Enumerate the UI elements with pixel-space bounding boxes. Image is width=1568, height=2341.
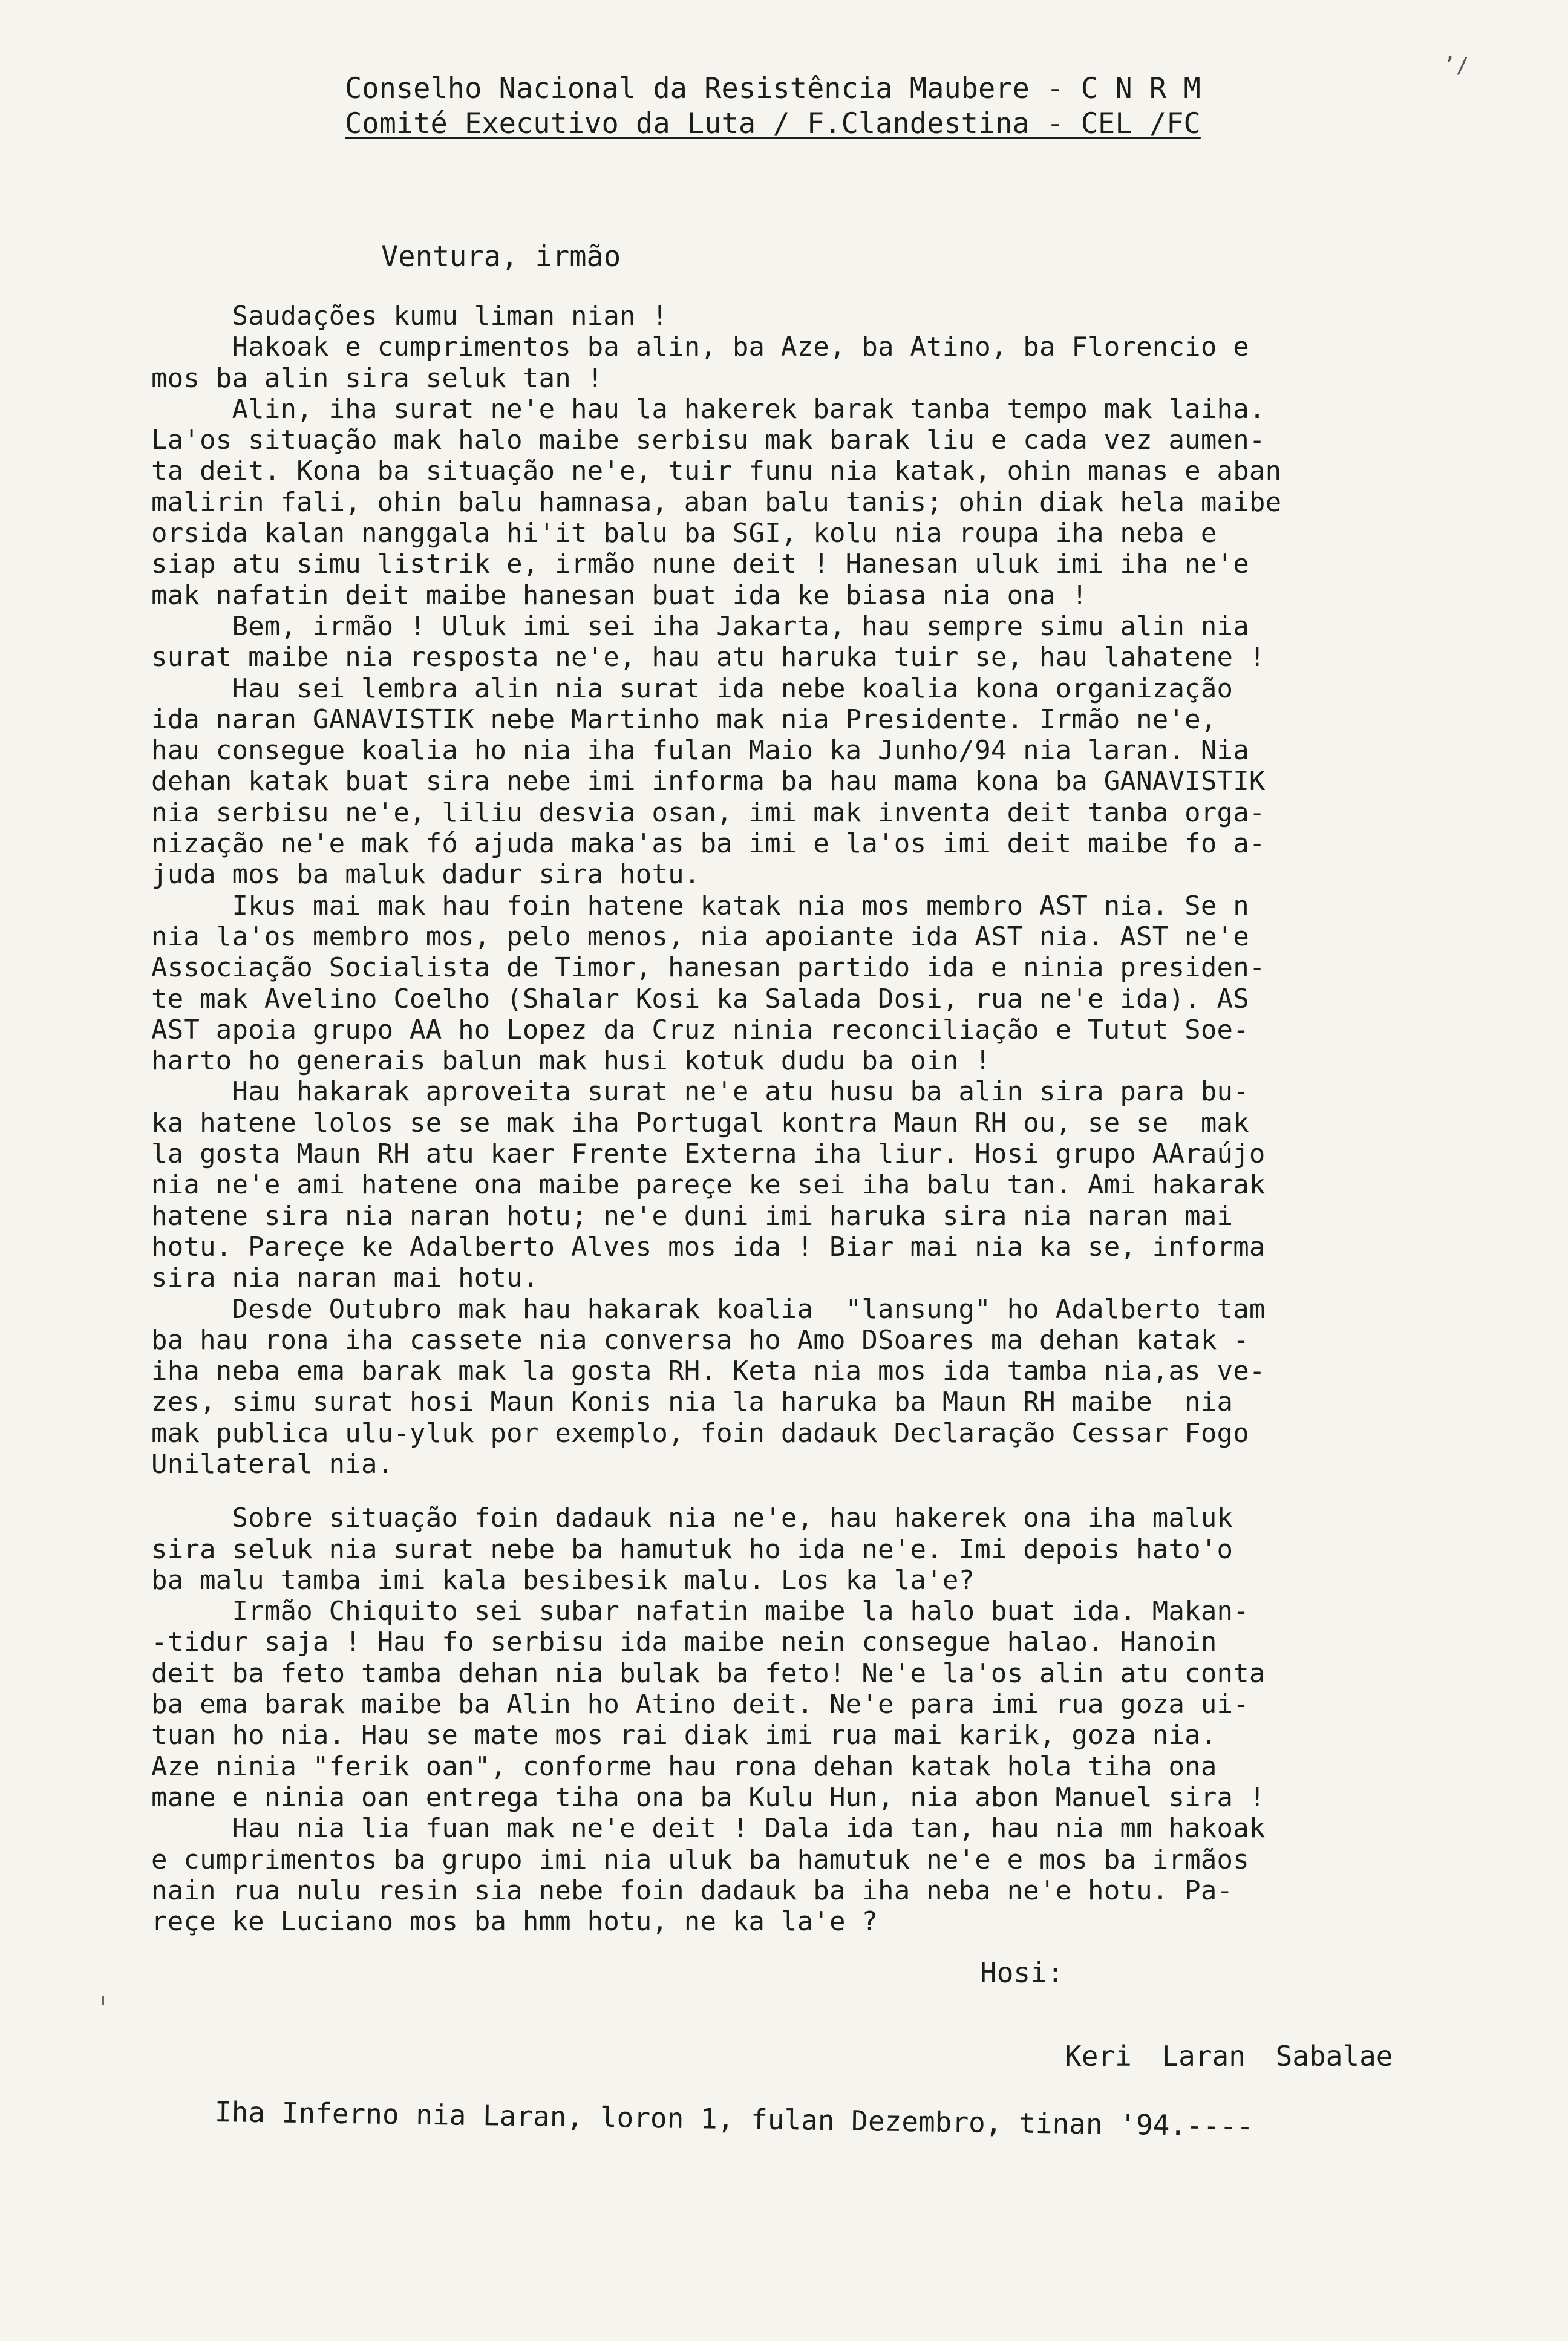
body-line: Bem, irmão ! Uluk imi sei iha Jakarta, hau sempre simu alin nia [151,610,1249,642]
salutation: Ventura, irmão [381,240,621,273]
body-line: Unilateral nia. [151,1448,394,1480]
body-line: dehan katak buat sira nebe imi informa ba hau mama kona ba GANAVISTIK [151,766,1266,797]
from-label: Hosi: [980,1956,1064,1989]
body-line: La'os situação mak halo maibe serbisu mak barak liu e cada vez aumen- [151,425,1266,456]
body-line: Sobre situação foin dadauk nia ne'e, hau hakerek ona iha maluk [151,1503,1233,1534]
body-line: nain rua nulu resin sia nebe foin dadauk ba iha neba ne'e hotu. Pa- [151,1875,1233,1906]
body-line: reçe ke Luciano mos ba hmm hotu, ne ka la'e ? [151,1906,878,1938]
letter-body [151,301,1410,1937]
body-line: e cumprimentos ba grupo imi nia uluk ba hamutuk ne'e e mos ba irmãos [151,1844,1249,1875]
body-line: surat maibe nia resposta ne'e, hau atu haruka tuir se, hau lahatene ! [151,642,1266,673]
body-line: nia la'os membro mos, pelo menos, nia apoiante ida AST nia. AST ne'e [151,921,1249,952]
body-line: juda mos ba maluk dadur sira hotu. [151,859,701,890]
body-line: Desde Outubro mak hau hakarak koalia "lansung" ho Adalberto tam [151,1293,1266,1325]
body-line: Hau sei lembra alin nia surat ida nebe koalia kona organização [151,673,1233,704]
paragraph-gap [151,1480,1410,1503]
body-line: nia serbisu ne'e, liliu desvia osan, imi mak inventa deit tanba orga- [151,797,1266,828]
body-line: deit ba feto tamba dehan nia bulak ba feto! Ne'e la'os alin atu conta [151,1657,1266,1689]
body-line: ida naran GANAVISTIK nebe Martinho mak nia Presidente. Irmão ne'e, [151,704,1233,735]
body-line: ta deit. Kona ba situação ne'e, tuir funu nia katak, ohin manas e aban [151,455,1282,487]
body-line: nização ne'e mak fó ajuda maka'as ba imi e la'os imi deit maibe fo a- [151,828,1266,860]
body-line: Hau hakarak aproveita surat ne'e atu husu ba alin sira para bu- [151,1076,1249,1108]
body-line: mak nafatin deit maibe hanesan buat ida ke biasa nia ona ! [151,580,1088,611]
body-line: harto ho generais balun mak husi kotuk dudu ba oin ! [151,1045,991,1077]
signature: Keri Laran Sabalae [1065,2040,1393,2072]
letterhead [345,71,1289,142]
body-line: la gosta Maun RH atu kaer Frente Externa iha liur. Hosi grupo AAraújo [151,1138,1266,1170]
body-line: siap atu simu listrik e, irmão nune deit ! Hanesan uluk imi iha ne'e [151,549,1249,580]
body-line: nia ne'e ami hatene ona maibe pareçe ke sei iha balu tan. Ami hakarak [151,1169,1266,1201]
body-line: Hakoak e cumprimentos ba alin, ba Aze, ba Atino, ba Florencio e [151,331,1249,363]
body-line: zes, simu surat hosi Maun Konis nia la haruka ba Maun RH maibe nia [151,1386,1233,1418]
body-line: Alin, iha surat ne'e hau la hakerek barak tanba tempo mak laiha. [151,393,1266,425]
body-line: -tidur saja ! Hau fo serbisu ida maibe nein consegue halao. Hanoin [151,1627,1217,1658]
body-line: tuan ho nia. Hau se mate mos rai diak imi rua mai karik, goza nia. [151,1720,1217,1751]
body-line: Irmão Chiquito sei subar nafatin maibe la halo buat ida. Makan- [151,1596,1249,1627]
body-line: Saudações kumu liman nian ! [151,301,668,331]
body-line: ka hatene lolos se se mak iha Portugal kontra Maun RH ou, se se mak [151,1107,1249,1138]
body-line: Ikus mai mak hau foin hatene katak nia mos membro AST nia. Se n [151,890,1249,921]
body-line: sira nia naran mai hotu. [151,1262,539,1294]
letterhead-line-1: Conselho Nacional da Resistência Maubere - C N R M [345,72,1201,105]
body-line: hotu. Pareçe ke Adalberto Alves mos ida ! Biar mai nia ka se, informa [151,1231,1266,1262]
body-line: iha neba ema barak mak la gosta RH. Keta nia mos ida tamba nia,as ve- [151,1356,1266,1387]
body-line: mane e ninia oan entrega tiha ona ba Kulu Hun, nia abon Manuel sira ! [151,1781,1266,1813]
corner-mark: ʼ/ [1443,53,1469,78]
body-line: te mak Avelino Coelho (Shalar Kosi ka Salada Dosi, rua ne'e ida). AS [151,983,1249,1014]
body-line: ba malu tamba imi kala besibesik malu. Los ka la'e? [151,1564,975,1596]
dateline: Iha Inferno nia Laran, loron 1, fulan Dezembro, tinan '94.---- [214,2095,1254,2143]
letterhead-line-2: Comité Executivo da Luta / F.Clandestina - CEL /FC [345,107,1201,140]
body-line: malirin fali, ohin balu hamnasa, aban balu tanis; ohin diak hela maibe [151,486,1282,518]
body-line: orsida kalan nanggala hi'it balu ba SGI, kolu nia roupa iha neba e [151,518,1217,549]
body-line: hatene sira nia naran hotu; ne'e duni imi haruka sira nia naran mai [151,1200,1233,1232]
body-line: mak publica ulu-yluk por exemplo, foin dadauk Declaração Cessar Fogo [151,1417,1249,1449]
body-line: Hau nia lia fuan mak ne'e deit ! Dala ida tan, hau nia mm hakoak [151,1813,1266,1844]
body-line: hau consegue koalia ho nia iha fulan Maio ka Junho/94 nia laran. Nia [151,735,1249,766]
body-line: sira seluk nia surat nebe ba hamutuk ho ida ne'e. Imi depois hato'o [151,1533,1233,1565]
body-line: ba hau rona iha cassete nia conversa ho Amo DSoares ma dehan katak - [151,1324,1249,1356]
paper-speck [102,1996,104,2005]
body-line: Aze ninia "ferik oan", conforme hau rona dehan katak hola tiha ona [151,1751,1217,1782]
body-line: AST apoia grupo AA ho Lopez da Cruz ninia reconciliação e Tutut Soe- [151,1014,1249,1045]
body-line: mos ba alin sira seluk tan ! [151,362,604,394]
body-line: Associação Socialista de Timor, hanesan partido ida e ninia presiden- [151,952,1266,984]
body-line: ba ema barak maibe ba Alin ho Atino deit. Ne'e para imi rua goza ui- [151,1689,1249,1720]
